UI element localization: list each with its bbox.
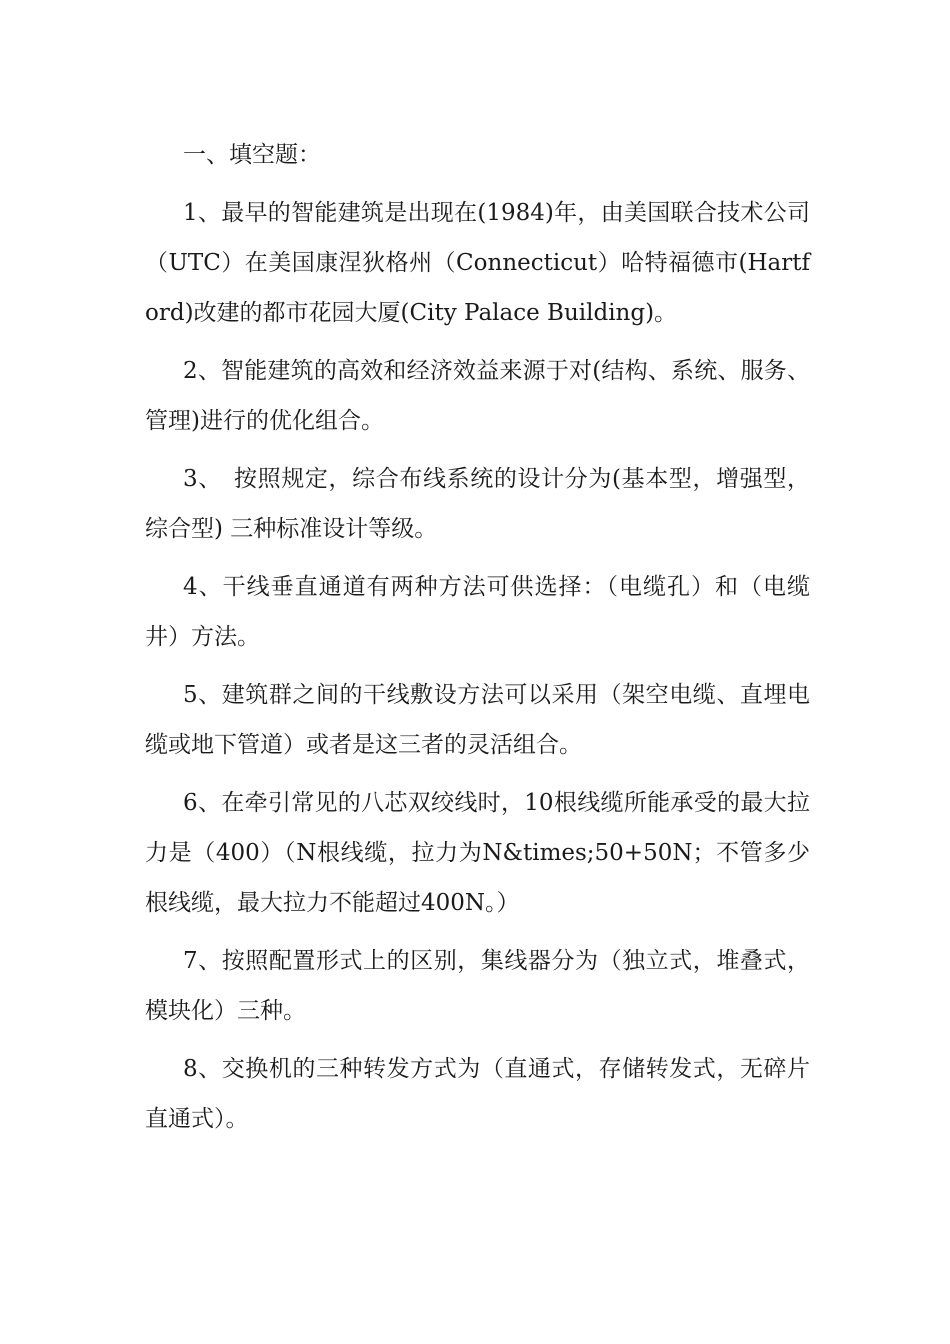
question-5: 5、建筑群之间的干线敷设方法可以采用（架空电缆、直埋电缆或地下管道）或者是这三者的灵活组合。 [145,682,810,758]
question-6: 6、在牵引常见的八芯双绞线时，10根线缆所能承受的最大拉力是（400）（N根线缆，拉力为N&times;50+50N；不管多少根线缆，最大拉力不能超过400N。） [145,790,810,916]
question-7: 7、按照配置形式上的区别，集线器分为（独立式，堆叠式，模块化）三种。 [145,948,810,1024]
question-3: 3、 按照规定，综合布线系统的设计分为(基本型，增强型，综合型) 三种标准设计等级。 [145,466,810,542]
section-heading: 一、填空题： [183,142,321,168]
question-2: 2、智能建筑的高效和经济效益来源于对(结构、系统、服务、管理)进行的优化组合。 [145,358,810,434]
question-4: 4、干线垂直通道有两种方法可供选择：（电缆孔）和（电缆井）方法。 [145,574,810,650]
document-body [145,130,810,1152]
question-1: 1、最早的智能建筑是出现在(1984)年，由美国联合技术公司（UTC）在美国康涅狄格州（Connecticut）哈特福德市(Hartford)改建的都市花园大厦(City Palace Building)。 [145,200,810,326]
question-8: 8、交换机的三种转发方式为（直通式，存储转发式，无碎片直通式）。 [145,1056,810,1132]
